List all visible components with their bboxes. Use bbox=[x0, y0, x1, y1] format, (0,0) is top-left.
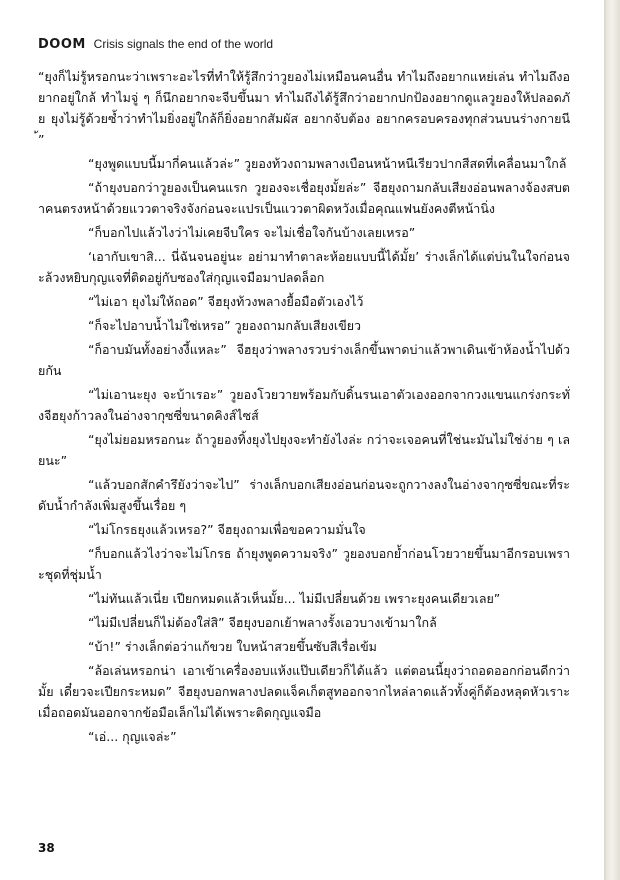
paragraph: “ไม่เอา ยุงไม่ให้ถอด” จีฮยุงท้วงพลางยื้อมือตัวเองไว้ bbox=[88, 294, 364, 309]
page-number: 38 bbox=[38, 841, 55, 855]
page-edge-shadow bbox=[604, 0, 620, 880]
paragraph: “ก็จะไปอาบน้ำไม่ใช่เหรอ” วูยองถามกลับเสียงเขียว bbox=[88, 318, 362, 333]
paragraph: “ก็บอกไปแล้วไงว่าไม่เคยจีบใคร จะไม่เชื่อใจกันบ้างเลยเหรอ” bbox=[88, 225, 416, 240]
paragraph: “ไม่มีเปลี่ยนก็ไม่ต้องใส่สิ” จีฮยุงบอกเย้าพลางรั้งเอวบางเข้ามาใกล้ bbox=[88, 615, 437, 630]
paragraph: “เอ่... กุญแจล่ะ” bbox=[88, 729, 177, 744]
paragraph: “ก็บอกแล้วไงว่าจะไม่โกรธ ถ้ายุงพูดความจริง” วูยองบอกย้ำก่อนโวยวายขึ้นมาอีกรอบเพราะชุดที่ชุ่มน้ำ bbox=[38, 546, 570, 582]
paragraph: ‘เอากับเขาสิ... นี่ฉันจนอยู่นะ อย่ามาทำตาละห้อยแบบนี้ได้มั้ย’ ร่างเล็กได้แต่บ่นในใจก่อนจะล้วงหยิบกุญแจที่ติดอยู่กับซองใส่กุญแจมือมาปลดล็อก bbox=[38, 249, 570, 285]
paragraph: “ไม่เอานะยุง จะบ้าเรอะ” วูยองโวยวายพร้อมกับดิ้นรนเอาตัวเองออกจากวงแขนแกร่งกระทั่งจีฮยุงก้าวลงในอ่างจากุซซี่ขนาดคิงส์ไซส์ bbox=[38, 387, 570, 423]
header-brand: DOOM bbox=[38, 37, 86, 52]
paragraph: “ยุงพูดแบบนี้มากี่คนแล้วล่ะ” วูยองท้วงถามพลางเบือนหน้าหนีเรียวปากสีสดที่เคลื่อนมาใกล้ bbox=[88, 156, 567, 171]
paragraph: “แล้วบอกสักคำรึยังว่าจะไป” ร่างเล็กบอกเสียงอ่อนก่อนจะถูกวางลงในอ่างจากุซซี่ขณะที่ระดับน้ำกำลังเพิ่มสูงขึ้นเรื่อย ๆ bbox=[38, 477, 570, 513]
paragraph: “ถ้ายุงบอกว่าวูยองเป็นคนแรก วูยองจะเชื่อยุงมั้ยล่ะ” จีฮยุงถามกลับเสียงอ่อนพลางจ้องสบตาคนตรงหน้าด้วยแววตาจริงจังก่อนจะแปรเป็นแววตาผิดหวังเมื่อคุณแฟนยังคงตีหน้านิ่ง bbox=[38, 180, 570, 216]
paragraph: “ไม่โกรธยุงแล้วเหรอ?” จีฮยุงถามเพื่อขอความมั่นใจ bbox=[88, 522, 366, 537]
paragraph: “บ้า!” ร่างเล็กต่อว่าแก้ขวย ใบหน้าสวยขึ้นซับสีเรื่อเข้ม bbox=[88, 639, 377, 654]
story-text bbox=[38, 66, 570, 750]
paragraph: “ล้อเล่นหรอกน่า เอาเข้าเครื่องอบแห้งแป๊บเดียวก็ได้แล้ว แต่ตอนนี้ยุงว่าถอดออกก่อนดีกว่ามั้ย เดี๋ยวจะเปียกระหมด” จีฮยุงบอกพลางปลดแจ็คเก็ตสูทออกจากไหล่ลาดแล้วทั้งคู่ก็ต้องหลุดหัวเราะเมื่อถอดมันออกจากข้อมือเล็กไม่ได้เพราะติดกุญแจมือ bbox=[38, 663, 570, 720]
running-header bbox=[38, 37, 273, 52]
paragraph: “ไม่ทันแล้วเนี่ย เปียกหมดแล้วเห็นมั้ย... ไม่มีเปลี่ยนด้วย เพราะยุงคนเดียวเลย” bbox=[88, 591, 501, 606]
paragraph: “ยุงไม่ยอมหรอกนะ ถ้าวูยองทิ้งยุงไปยุงจะทำยังไงล่ะ กว่าจะเจอคนที่ใช่นะมันไม่ใช่ง่าย ๆ เลยนะ” bbox=[38, 432, 570, 468]
header-subtitle: Crisis signals the end of the world bbox=[93, 37, 274, 51]
paragraph: “ก็อาบมันทั้งอย่างงี้แหละ” จีฮยุงว่าพลางรวบร่างเล็กขึ้นพาดบ่าแล้วพาเดินเข้าห้องน้ำไปด้วยกัน bbox=[38, 342, 570, 378]
paragraph: “ยุงก็ไม่รู้หรอกนะว่าเพราะอะไรที่ทำให้รู้สึกว่าวูยองไม่เหมือนคนอื่น ทำไมถึงอยากแหย่เล่น ทำไมถึงอยากอยู่ใกล้ ทำไมจู่ ๆ ก็นึกอยากจะจีบขึ้นมา ทำไมถึงได้รู้สึกว่าอยากปกป้องอยากดูแลวูยองให้ปลอดภัย ยุงไม่รู้ด้วยซ้ำว่าทำไมยิ่งอยู่ใกล้ก็ยิ่งอยากสัมผัส อยากจับต้อง อยากครอบครองทุกส่วนบนร่างกายนี้” bbox=[38, 69, 570, 147]
